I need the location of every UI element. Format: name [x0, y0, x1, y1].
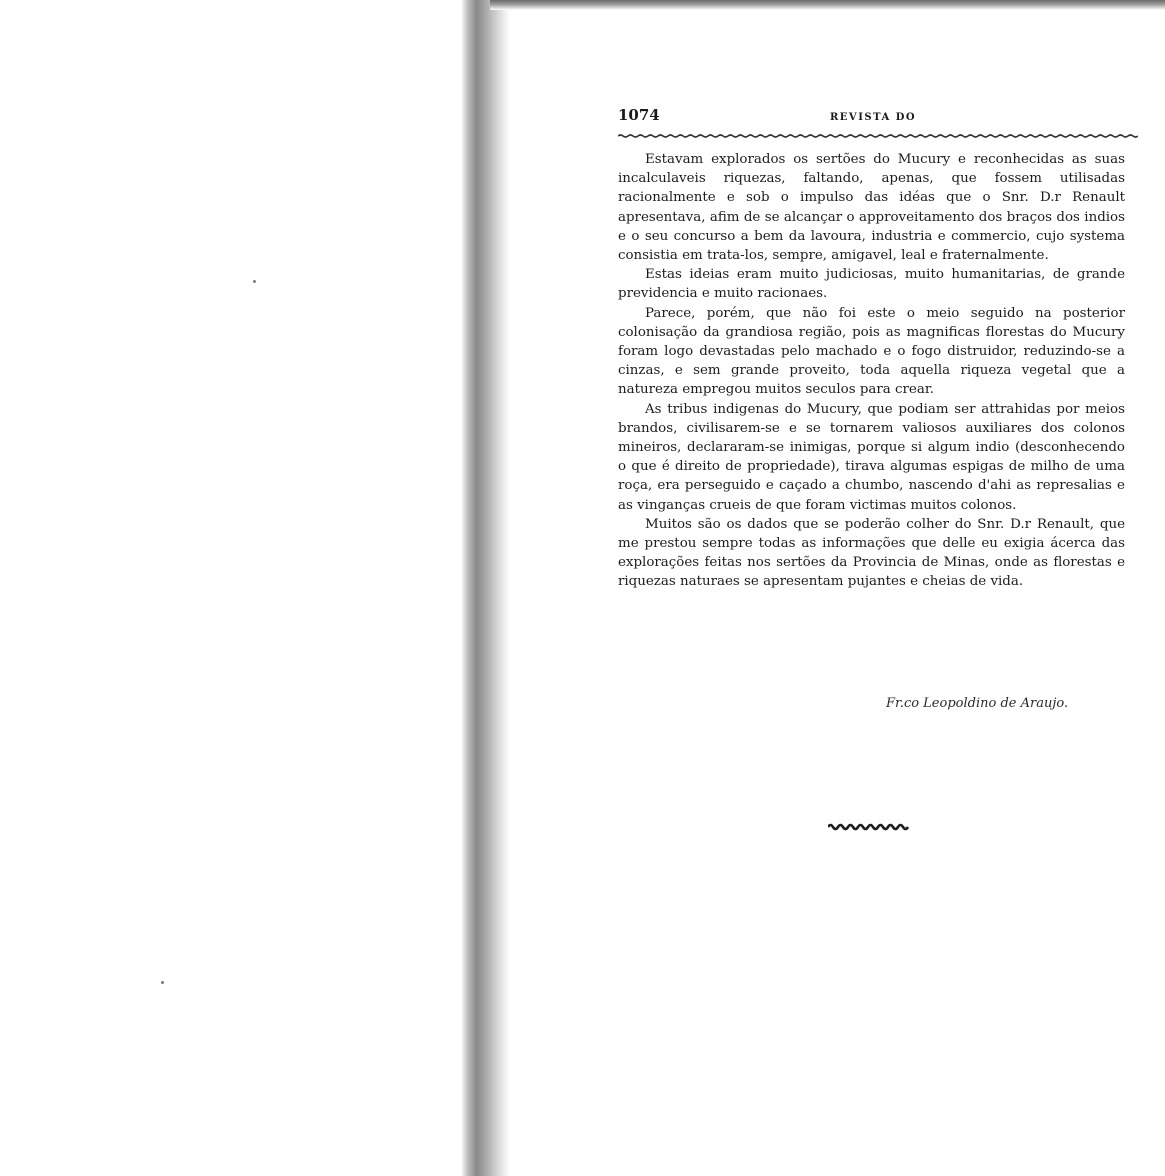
paragraph: Parece, porém, que não foi este o meio seguido na posterior colonisação da grandiosa região, pois as magnificas florestas do Mucury foram logo devastadas pelo machado e o fogo distruidor, reduzindo-se a cinzas, e sem grande proveito, toda aquella riqueza vegetal que a natureza empregou muitos seculos para crear. [618, 305, 1125, 398]
paper-speck [253, 280, 256, 283]
page-number: 1074 [618, 106, 660, 124]
book-gutter [462, 0, 510, 1176]
page-header [618, 102, 1138, 132]
paper-speck [161, 981, 164, 984]
right-page [510, 10, 1165, 1176]
paragraph: Estavam explorados os sertões do Mucury e reconhecidas as suas incalculaveis riquezas, faltando, apenas, que fossem utilisadas racionalmente e sob o impulso das idéas que o Snr. D.r Renault apresentava, afim de se alcançar o approveitamento dos braços dos indios e o seu concurso a bem da lavoura, industria e commercio, cujo systema consistia em trata-los, sempre, amigavel, leal e fraternalmente. [618, 152, 1125, 264]
paragraph: Estas ideias eram muito judiciosas, muito humanitarias, de grande previdencia e muito racionaes. [618, 267, 1125, 302]
running-title: REVISTA DO [830, 112, 917, 123]
page-top-shadow [490, 0, 1165, 10]
author-signature: Fr.co Leopoldino de Araujo. [886, 696, 1069, 711]
header-rule [618, 134, 1138, 138]
left-blank-page [0, 0, 465, 1176]
paragraph: Muitos são os dados que se poderão colher do Snr. D.r Renault, que me prestou sempre todas as informações que delle eu exigia ácerca das explorações feitas nos sertões da Provincia de Minas, onde as florestas e riquezas naturaes se apresentam pujantes e cheias de vida. [618, 516, 1125, 590]
article-body [618, 150, 1125, 592]
paragraph: As tribus indigenas do Mucury, que podiam ser attrahidas por meios brandos, civilisarem-se e se tornarem valiosos auxiliares dos colonos mineiros, declararam-se inimigas, porque si algum indio (desconhecendo o que é direito de propriedade), tirava algumas espigas de milho de uma roça, era perseguido e caçado a chumbo, nascendo d'ahi as represalias e as vinganças crueis de que foram victimas muitos colonos. [618, 401, 1125, 513]
wavy-ornament [828, 822, 910, 832]
